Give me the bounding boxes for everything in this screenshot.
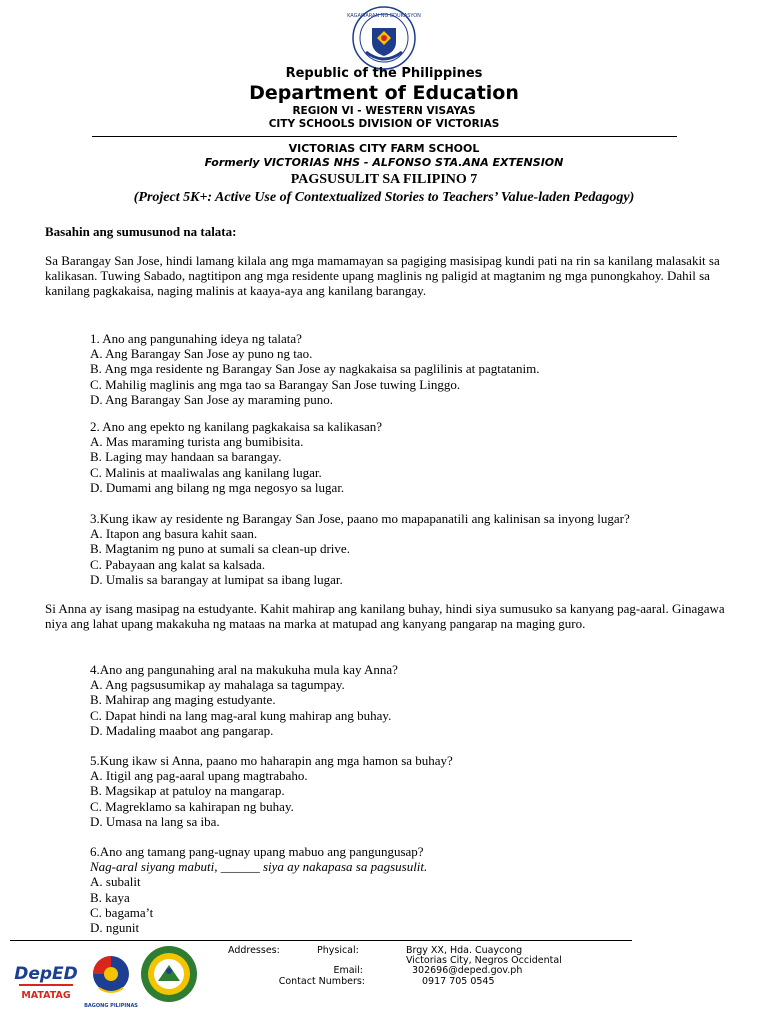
- email-value: 302696@deped.gov.ph: [412, 965, 523, 976]
- question-sentence: Nag-aral siyang mabuti, ______ siya ay nakapasa sa pagsusulit.: [90, 859, 428, 875]
- question-2: [90, 419, 750, 495]
- footer-divider: [10, 940, 632, 941]
- bagong-pilipinas-logo: [86, 952, 136, 1010]
- division-heading: CITY SCHOOLS DIVISION OF VICTORIAS: [268, 118, 500, 130]
- choice-a: A. Ang pagsusumikap ay mahalaga sa tagumpay.: [90, 677, 345, 693]
- choice-c: C. Magreklamo sa kahirapan ng buhay.: [90, 798, 294, 814]
- deped-matatag-logo: [15, 955, 77, 1003]
- choice-a: A. subalit: [90, 874, 141, 890]
- question-text: 3.Kung ikaw ay residente ng Barangay San Jose, paano mo mapapanatili ang kalinisan sa inyong lugar?: [90, 511, 630, 526]
- region-heading: REGION VI - WESTERN VISAYAS: [292, 105, 476, 117]
- test-title: PAGSUSULIT SA FILIPINO 7: [290, 172, 478, 187]
- choice-d: D. Madaling maabot ang pangarap.: [90, 722, 274, 738]
- choice-b: B. kaya: [90, 889, 130, 905]
- physical-label: Physical:: [317, 945, 359, 956]
- choice-a: A. Itapon ang basura kahit saan.: [90, 526, 258, 542]
- choice-d: D. Ang Barangay San Jose ay maraming puno.: [90, 391, 333, 407]
- question-4: [90, 662, 750, 738]
- question-text: 6.Ano ang tamang pang-ugnay upang mabuo ang pangungusap?: [90, 844, 424, 859]
- question-text: 4.Ano ang pangunahing aral na makukuha mula kay Anna?: [90, 662, 398, 677]
- choice-b: B. Laging may handaan sa barangay.: [90, 449, 282, 465]
- phone-value: 0917 705 0545: [422, 976, 495, 987]
- school-former-name: Formerly VICTORIAS NHS - ALFONSO STA.ANA EXTENSION: [204, 156, 564, 169]
- passage-anna: Si Anna ay isang masipag na estudyante. Kahit mahirap ang kanilang buhay, hindi siya sumusuko sa kanyang pag-aaral. Ginagawa niya ang lahat upang makakuha ng mataas na marka at matupad ang kanyang pangarap na maging guro.: [45, 601, 725, 632]
- choice-b: B. Mahirap ang maging estudyante.: [90, 692, 276, 708]
- choice-a: A. Itigil ang pag-aaral upang magtrabaho.: [90, 768, 308, 784]
- choice-c: C. Mahilig maglinis ang mga tao sa Barangay San Jose tuwing Linggo.: [90, 376, 461, 392]
- question-3: [90, 511, 750, 587]
- choice-d: D. ngunit: [90, 920, 140, 936]
- question-1: [90, 331, 750, 407]
- choice-b: B. Ang mga residente ng Barangay San Jose ay nagkakaisa sa paglilinis at pagtatanim.: [90, 361, 540, 377]
- school-name: VICTORIAS CITY FARM SCHOOL: [288, 142, 480, 155]
- contact-label: Contact Numbers:: [278, 976, 365, 987]
- svg-text:DepED: DepED: [14, 964, 78, 984]
- svg-text:BAGONG PILIPINAS: BAGONG PILIPINAS: [84, 1003, 138, 1009]
- choice-a: A. Mas maraming turista ang bumibisita.: [90, 434, 304, 450]
- choice-c: C. Pabayaan ang kalat sa kalsada.: [90, 556, 266, 572]
- choice-c: C. bagama’t: [90, 904, 154, 920]
- choice-c: C. Malinis at maaliwalas ang kanilang lugar.: [90, 464, 322, 480]
- choice-b: B. Magsikap at patuloy na mangarap.: [90, 783, 285, 799]
- question-6: [90, 844, 750, 935]
- question-text: 2. Ano ang epekto ng kanilang pagkakaisa sa kalikasan?: [90, 419, 383, 434]
- choice-c: C. Dapat hindi na lang mag-aral kung mahirap ang buhay.: [90, 707, 392, 723]
- department-heading: Department of Education: [249, 82, 519, 104]
- choice-a: A. Ang Barangay San Jose ay puno ng tao.: [90, 346, 313, 362]
- choice-d: D. Dumami ang bilang ng mga negosyo sa lugar.: [90, 479, 345, 495]
- choice-d: D. Umalis sa barangay at lumipat sa ibang lugar.: [90, 571, 343, 587]
- svg-text:KAGAWARAN NG EDUKASYON: KAGAWARAN NG EDUKASYON: [347, 13, 421, 19]
- address-line-2: Victorias City, Negros Occidental: [406, 955, 562, 966]
- republic-heading: Republic of the Philippines: [285, 66, 483, 81]
- addresses-label: Addresses:: [228, 945, 280, 956]
- school-seal-logo: [140, 945, 198, 1003]
- address-line-1: Brgy XX, Hda. Cuaycong: [406, 945, 523, 956]
- header-divider: [92, 136, 677, 137]
- svg-text:MATATAG: MATATAG: [21, 990, 71, 1001]
- passage-barangay: Sa Barangay San Jose, hindi lamang kilala ang mga mamamayan sa pagiging masisipag kundi pati na rin sa kanilang malasakit sa kalikasan. Tuwing Sabado, nagtitipon ang mga residente upang maglinis ng paligid at magtanim ng mga punongkahoy. Dahil sa kanilang pagkakaisa, naging malinis at kaaya-aya ang kanilang barangay.: [45, 253, 720, 299]
- instruction: Basahin ang sumusunod na talata:: [45, 224, 237, 239]
- deped-seal-logo: [347, 6, 421, 70]
- question-text: 5.Kung ikaw si Anna, paano mo haharapin ang mga hamon sa buhay?: [90, 753, 453, 768]
- choice-b: B. Magtanim ng puno at sumali sa clean-up drive.: [90, 541, 350, 557]
- email-label: Email:: [333, 965, 363, 976]
- choice-d: D. Umasa na lang sa iba.: [90, 813, 220, 829]
- question-5: [90, 753, 750, 829]
- question-text: 1. Ano ang pangunahing ideya ng talata?: [90, 331, 302, 346]
- project-subtitle: (Project 5K+: Active Use of Contextualized Stories to Teachers’ Value-laden Pedagogy): [133, 190, 635, 205]
